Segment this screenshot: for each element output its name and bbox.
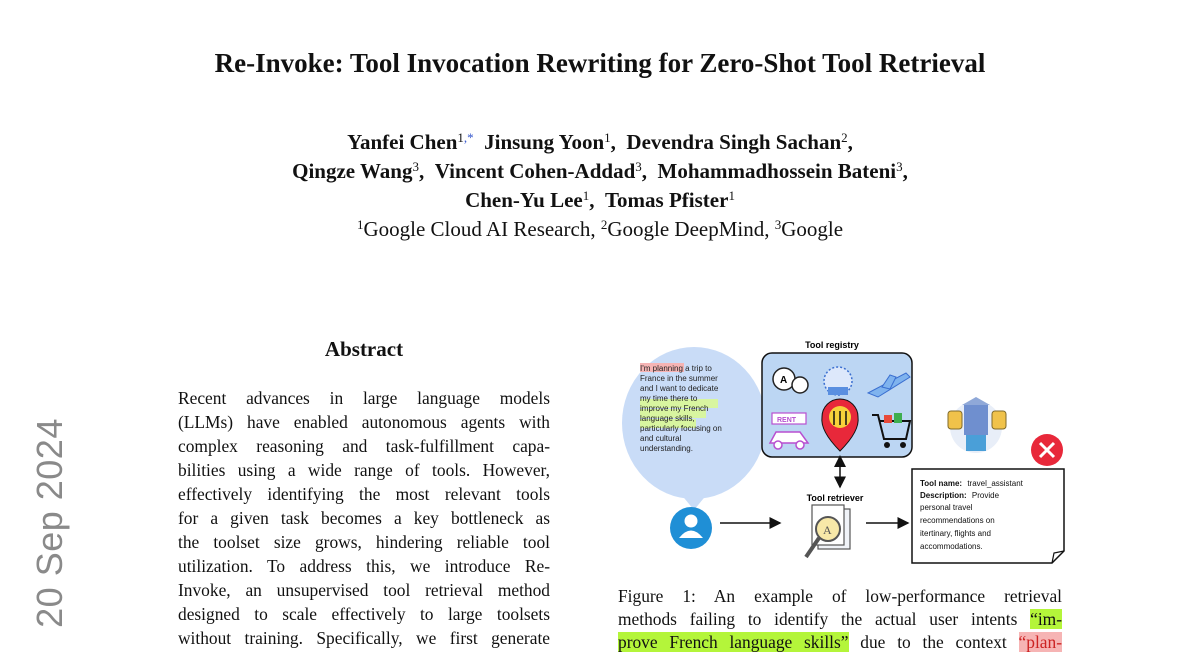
affiliations: $^1$Google Cloud AI Research, $^2$Google DeepMind, $^3$Google [356,217,844,241]
wrong-retrieval-icon [1031,434,1063,466]
abstract-line: Recent advances in large language models [178,388,550,408]
user-icon [670,507,712,549]
caption-line: prove French language skills” due to the context “plan- [618,632,1062,652]
svg-text:Tool name: travel_assist: Tool name: travel_assistant Description: Provide personal travel recommendations on itertinary, flights and accommodations. [920,479,1023,551]
abstract-line: complex reasoning and task-fulfillment capa- [178,436,550,456]
author-block [0,128,1200,244]
author-name: Qingze Wang [292,159,413,183]
author-line-2: Qingze Wang$^3$, Vincent Cohen-Addad$^3$, Mohammadhossein Bateni$^3$, [292,159,908,183]
svg-text:A: A [823,523,832,537]
query-line: improve my French [640,404,709,413]
author-name: Tomas Pfister [604,188,729,212]
tool-name-key: Tool name: [920,479,963,488]
svg-text:RENT: RENT [777,417,797,424]
author-line-3: Chen-Yu Lee$^1$, Tomas Pfister$^1$ [465,188,735,212]
abstract-line: designed to scale effectively to large toolsets [178,604,550,624]
abstract-line: utilization. To address this, we introduce Re- [178,556,550,576]
retrieved-tool-card [912,469,1064,563]
tool-name-value: travel_assistant [967,479,1023,488]
abstract-body [178,386,550,650]
query-line: and cultural [640,434,682,443]
tool-retriever [806,493,864,557]
abstract-line: effectively identifying the most relevant tools [178,484,550,504]
highlight-intent: “im- [1030,609,1062,629]
author-name: Jinsung Yoon [484,130,605,154]
caption-line: Figure 1: An example of low-performance retrieval [618,586,1062,606]
tool-registry [762,340,912,457]
abstract-line: without training. Specifically, we first generate [178,628,550,648]
abstract-line: Invoke, an unsupervised tool retrieval method [178,580,550,600]
travel-assistant-icon [948,397,1006,453]
author-name: Vincent Cohen-Addad [434,159,636,183]
highlight-intent: prove French language skills” [618,632,849,652]
query-line: and I want to dedicate [640,384,719,393]
arxiv-date-stamp: 20 Sep 2024 [29,417,70,628]
caption-line: methods failing to identify the actual user intents “im- [618,609,1062,629]
author-name: Devendra Singh Sachan [626,130,842,154]
highlight-context: “plan- [1018,632,1062,652]
figure-1-diagram [620,335,1070,575]
query-line: France in the summer [640,374,718,383]
user-query-bubble [622,347,766,510]
author-name: Mohammadhossein Bateni [657,159,897,183]
description-key: Description: [920,491,967,500]
abstract-line: the toolset size grows, hindering reliable tool [178,532,550,552]
registry-label: Tool registry [805,340,859,350]
abstract-line: for a given task becomes a key bottleneck as [178,508,550,528]
abstract-line: (LLMs) have enabled autonomous agents with [178,412,550,432]
author-name: Yanfei Chen [347,130,458,154]
document-search-icon [806,505,850,557]
corresponding-mark[interactable]: ,* [463,130,474,145]
abstract-heading: Abstract [324,337,404,361]
query-line: language skills, [640,414,695,423]
author-name: Chen-Yu Lee [465,188,583,212]
query-line: I'm planning a trip to [640,364,712,373]
abstract-line: bilities using a wide range of tools. However, [178,460,550,480]
svg-text:A: A [780,375,788,386]
author-line-1: Yanfei Chen$^{1,*}$ Jinsung Yoon$^1$, Devendra Singh Sachan$^2$, [347,130,853,154]
query-line: understanding. [640,444,693,453]
query-line: my time there to [640,394,698,403]
figure-caption [618,585,1062,654]
paper-title: Re-Invoke: Tool Invocation Rewriting for Zero-Shot Tool Retrieval [214,48,986,78]
map-location-icon [824,367,852,395]
retriever-label: Tool retriever [806,493,864,503]
query-line: particularly focusing on [640,424,722,433]
